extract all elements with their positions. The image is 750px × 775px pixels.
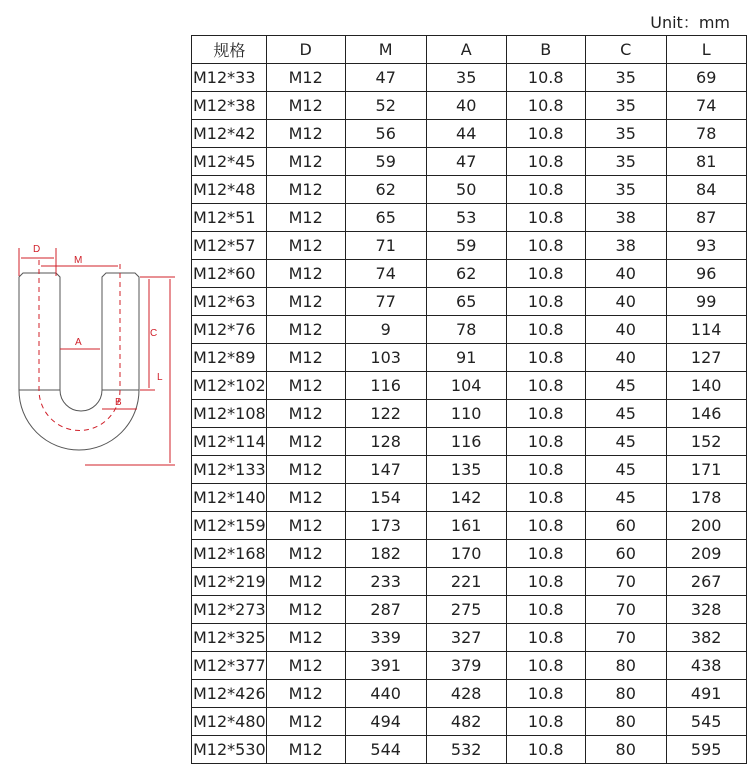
cell-d: M12 xyxy=(266,288,345,316)
table-row xyxy=(192,540,747,568)
cell-spec: M12*530 xyxy=(192,736,267,764)
cell-m: 116 xyxy=(345,372,426,400)
cell-c: 35 xyxy=(585,176,666,204)
cell-d: M12 xyxy=(266,344,345,372)
cell-m: 47 xyxy=(345,64,426,92)
cell-d: M12 xyxy=(266,316,345,344)
cell-d: M12 xyxy=(266,624,345,652)
cell-d: M12 xyxy=(266,596,345,624)
cell-l: 209 xyxy=(666,540,746,568)
cell-d: M12 xyxy=(266,204,345,232)
cell-b: 10.8 xyxy=(506,64,585,92)
cell-l: 545 xyxy=(666,708,746,736)
cell-a: 532 xyxy=(426,736,506,764)
cell-a: 50 xyxy=(426,176,506,204)
cell-spec: M12*33 xyxy=(192,64,267,92)
cell-spec: M12*273 xyxy=(192,596,267,624)
cell-spec: M12*60 xyxy=(192,260,267,288)
cell-m: 74 xyxy=(345,260,426,288)
cell-c: 80 xyxy=(585,736,666,764)
cell-b: 10.8 xyxy=(506,288,585,316)
cell-spec: M12*140 xyxy=(192,484,267,512)
table-row xyxy=(192,512,747,540)
cell-d: M12 xyxy=(266,64,345,92)
cell-m: 339 xyxy=(345,624,426,652)
table-row xyxy=(192,624,747,652)
label-a: A xyxy=(75,337,82,348)
table-row xyxy=(192,484,747,512)
cell-b: 10.8 xyxy=(506,232,585,260)
cell-b: 10.8 xyxy=(506,344,585,372)
cell-c: 60 xyxy=(585,512,666,540)
cell-m: 287 xyxy=(345,596,426,624)
cell-b: 10.8 xyxy=(506,260,585,288)
cell-a: 78 xyxy=(426,316,506,344)
table-row xyxy=(192,232,747,260)
cell-m: 122 xyxy=(345,400,426,428)
cell-c: 40 xyxy=(585,288,666,316)
cell-spec: M12*38 xyxy=(192,92,267,120)
cell-c: 38 xyxy=(585,204,666,232)
table-row xyxy=(192,680,747,708)
cell-a: 44 xyxy=(426,120,506,148)
cell-c: 45 xyxy=(585,372,666,400)
cell-b: 10.8 xyxy=(506,652,585,680)
table-row xyxy=(192,148,747,176)
cell-a: 275 xyxy=(426,596,506,624)
table-row xyxy=(192,344,747,372)
cell-c: 60 xyxy=(585,540,666,568)
cell-d: M12 xyxy=(266,568,345,596)
unit-label: Unit：mm xyxy=(650,13,730,32)
cell-l: 146 xyxy=(666,400,746,428)
label-m: M xyxy=(74,255,83,266)
cell-spec: M12*426 xyxy=(192,680,267,708)
u-bolt-diagram xyxy=(0,230,190,480)
cell-l: 74 xyxy=(666,92,746,120)
cell-m: 77 xyxy=(345,288,426,316)
cell-c: 38 xyxy=(585,232,666,260)
table-row xyxy=(192,64,747,92)
cell-c: 70 xyxy=(585,596,666,624)
cell-l: 438 xyxy=(666,652,746,680)
header-m: M xyxy=(345,36,426,64)
cell-m: 65 xyxy=(345,204,426,232)
cell-m: 128 xyxy=(345,428,426,456)
cell-l: 93 xyxy=(666,232,746,260)
cell-l: 84 xyxy=(666,176,746,204)
cell-a: 35 xyxy=(426,64,506,92)
cell-d: M12 xyxy=(266,148,345,176)
cell-m: 154 xyxy=(345,484,426,512)
cell-c: 45 xyxy=(585,484,666,512)
cell-spec: M12*114 xyxy=(192,428,267,456)
cell-c: 35 xyxy=(585,148,666,176)
table-row xyxy=(192,736,747,764)
cell-b: 10.8 xyxy=(506,540,585,568)
cell-c: 40 xyxy=(585,344,666,372)
cell-m: 62 xyxy=(345,176,426,204)
cell-a: 428 xyxy=(426,680,506,708)
cell-c: 80 xyxy=(585,708,666,736)
cell-b: 10.8 xyxy=(506,456,585,484)
label-b: B xyxy=(115,397,122,408)
cell-m: 71 xyxy=(345,232,426,260)
table-row xyxy=(192,120,747,148)
cell-l: 267 xyxy=(666,568,746,596)
cell-m: 103 xyxy=(345,344,426,372)
cell-d: M12 xyxy=(266,456,345,484)
cell-d: M12 xyxy=(266,120,345,148)
label-c: C xyxy=(150,328,158,339)
header-b: B xyxy=(506,36,585,64)
table-row xyxy=(192,568,747,596)
cell-a: 135 xyxy=(426,456,506,484)
cell-l: 140 xyxy=(666,372,746,400)
cell-l: 96 xyxy=(666,260,746,288)
header-a: A xyxy=(426,36,506,64)
cell-a: 142 xyxy=(426,484,506,512)
cell-spec: M12*325 xyxy=(192,624,267,652)
cell-a: 482 xyxy=(426,708,506,736)
cell-c: 70 xyxy=(585,624,666,652)
cell-d: M12 xyxy=(266,428,345,456)
cell-b: 10.8 xyxy=(506,400,585,428)
cell-l: 171 xyxy=(666,456,746,484)
cell-m: 173 xyxy=(345,512,426,540)
cell-c: 80 xyxy=(585,652,666,680)
cell-b: 10.8 xyxy=(506,92,585,120)
cell-m: 147 xyxy=(345,456,426,484)
cell-m: 391 xyxy=(345,652,426,680)
cell-b: 10.8 xyxy=(506,204,585,232)
cell-l: 81 xyxy=(666,148,746,176)
cell-m: 56 xyxy=(345,120,426,148)
cell-b: 10.8 xyxy=(506,316,585,344)
cell-c: 45 xyxy=(585,428,666,456)
cell-c: 35 xyxy=(585,64,666,92)
cell-d: M12 xyxy=(266,372,345,400)
cell-b: 10.8 xyxy=(506,596,585,624)
cell-b: 10.8 xyxy=(506,624,585,652)
cell-b: 10.8 xyxy=(506,120,585,148)
cell-spec: M12*102 xyxy=(192,372,267,400)
cell-m: 52 xyxy=(345,92,426,120)
cell-l: 152 xyxy=(666,428,746,456)
cell-l: 595 xyxy=(666,736,746,764)
cell-l: 114 xyxy=(666,316,746,344)
cell-c: 40 xyxy=(585,260,666,288)
cell-b: 10.8 xyxy=(506,568,585,596)
cell-l: 78 xyxy=(666,120,746,148)
cell-m: 544 xyxy=(345,736,426,764)
cell-a: 40 xyxy=(426,92,506,120)
cell-d: M12 xyxy=(266,680,345,708)
cell-c: 35 xyxy=(585,120,666,148)
cell-spec: M12*108 xyxy=(192,400,267,428)
table-row xyxy=(192,400,747,428)
cell-d: M12 xyxy=(266,484,345,512)
cell-spec: M12*377 xyxy=(192,652,267,680)
cell-c: 40 xyxy=(585,316,666,344)
cell-l: 69 xyxy=(666,64,746,92)
header-c: C xyxy=(585,36,666,64)
cell-l: 87 xyxy=(666,204,746,232)
cell-spec: M12*48 xyxy=(192,176,267,204)
cell-m: 233 xyxy=(345,568,426,596)
cell-m: 494 xyxy=(345,708,426,736)
cell-l: 382 xyxy=(666,624,746,652)
cell-d: M12 xyxy=(266,232,345,260)
cell-b: 10.8 xyxy=(506,736,585,764)
cell-b: 10.8 xyxy=(506,680,585,708)
table-row xyxy=(192,204,747,232)
cell-d: M12 xyxy=(266,512,345,540)
table-row xyxy=(192,260,747,288)
cell-a: 161 xyxy=(426,512,506,540)
cell-spec: M12*133 xyxy=(192,456,267,484)
table-row xyxy=(192,428,747,456)
cell-a: 116 xyxy=(426,428,506,456)
cell-b: 10.8 xyxy=(506,372,585,400)
cell-a: 379 xyxy=(426,652,506,680)
cell-d: M12 xyxy=(266,400,345,428)
header-spec: 规格 xyxy=(192,36,267,64)
cell-c: 80 xyxy=(585,680,666,708)
table-row xyxy=(192,92,747,120)
cell-l: 328 xyxy=(666,596,746,624)
cell-d: M12 xyxy=(266,260,345,288)
cell-l: 200 xyxy=(666,512,746,540)
spec-table xyxy=(191,35,747,764)
label-d: D xyxy=(33,244,41,255)
table-row xyxy=(192,372,747,400)
cell-b: 10.8 xyxy=(506,512,585,540)
cell-b: 10.8 xyxy=(506,708,585,736)
cell-c: 35 xyxy=(585,92,666,120)
cell-c: 45 xyxy=(585,400,666,428)
cell-l: 127 xyxy=(666,344,746,372)
cell-m: 9 xyxy=(345,316,426,344)
cell-a: 91 xyxy=(426,344,506,372)
cell-d: M12 xyxy=(266,708,345,736)
cell-spec: M12*480 xyxy=(192,708,267,736)
cell-d: M12 xyxy=(266,176,345,204)
cell-spec: M12*57 xyxy=(192,232,267,260)
header-l: L xyxy=(666,36,746,64)
cell-m: 440 xyxy=(345,680,426,708)
cell-a: 47 xyxy=(426,148,506,176)
cell-b: 10.8 xyxy=(506,176,585,204)
cell-a: 65 xyxy=(426,288,506,316)
cell-spec: M12*42 xyxy=(192,120,267,148)
table-row xyxy=(192,596,747,624)
table-row xyxy=(192,456,747,484)
cell-b: 10.8 xyxy=(506,428,585,456)
table-header-row xyxy=(192,36,747,64)
cell-spec: M12*89 xyxy=(192,344,267,372)
cell-l: 99 xyxy=(666,288,746,316)
cell-c: 70 xyxy=(585,568,666,596)
cell-d: M12 xyxy=(266,652,345,680)
cell-a: 170 xyxy=(426,540,506,568)
cell-b: 10.8 xyxy=(506,148,585,176)
cell-a: 104 xyxy=(426,372,506,400)
cell-a: 327 xyxy=(426,624,506,652)
table-row xyxy=(192,708,747,736)
cell-b: 10.8 xyxy=(506,484,585,512)
cell-spec: M12*159 xyxy=(192,512,267,540)
table-row xyxy=(192,288,747,316)
cell-spec: M12*168 xyxy=(192,540,267,568)
cell-d: M12 xyxy=(266,92,345,120)
cell-a: 53 xyxy=(426,204,506,232)
table-row xyxy=(192,176,747,204)
cell-spec: M12*63 xyxy=(192,288,267,316)
cell-l: 178 xyxy=(666,484,746,512)
header-d: D xyxy=(266,36,345,64)
cell-spec: M12*219 xyxy=(192,568,267,596)
cell-m: 182 xyxy=(345,540,426,568)
cell-a: 62 xyxy=(426,260,506,288)
cell-spec: M12*76 xyxy=(192,316,267,344)
label-l: L xyxy=(157,372,163,383)
table-row xyxy=(192,652,747,680)
cell-d: M12 xyxy=(266,736,345,764)
cell-d: M12 xyxy=(266,540,345,568)
cell-m: 59 xyxy=(345,148,426,176)
table-row xyxy=(192,316,747,344)
cell-a: 221 xyxy=(426,568,506,596)
cell-spec: M12*45 xyxy=(192,148,267,176)
cell-a: 110 xyxy=(426,400,506,428)
cell-spec: M12*51 xyxy=(192,204,267,232)
cell-l: 491 xyxy=(666,680,746,708)
cell-a: 59 xyxy=(426,232,506,260)
cell-c: 45 xyxy=(585,456,666,484)
